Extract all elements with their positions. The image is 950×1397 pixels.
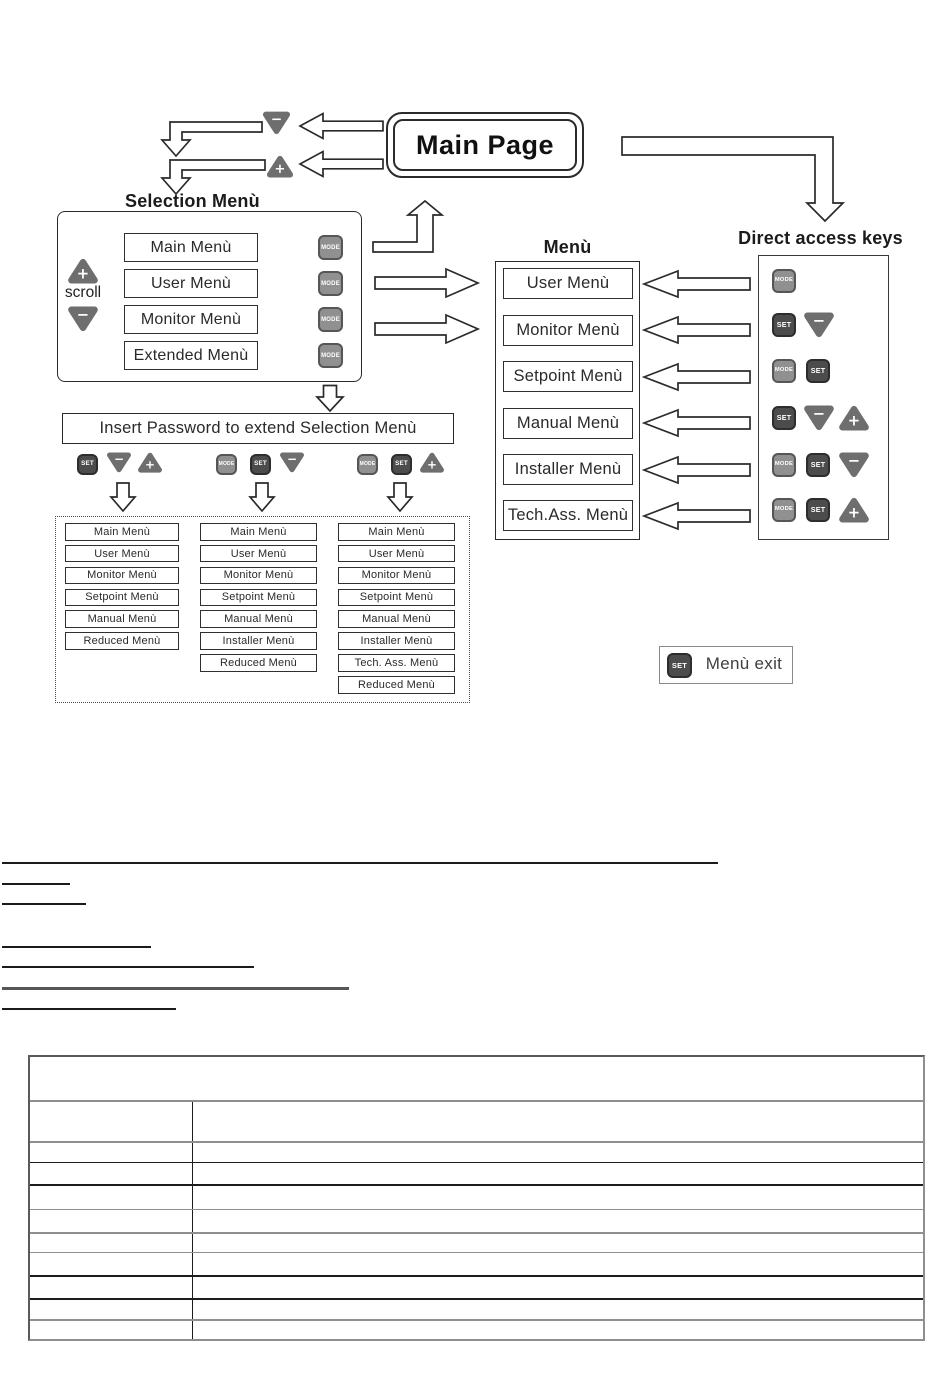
menu-item-user-men: User Menù: [503, 268, 633, 299]
extended-list-1-item-monitor-men: Monitor Menù: [65, 567, 179, 585]
set-key[interactable]: SET: [772, 313, 796, 337]
svg-text:−: −: [114, 452, 124, 466]
mode-key[interactable]: MODE: [318, 307, 343, 332]
selection-item-user-men: User Menù: [124, 269, 258, 298]
table-cell-left: [30, 1143, 193, 1162]
svg-text:−: −: [76, 306, 90, 324]
table-cell-right: [192, 1143, 923, 1162]
table-cell-right: [192, 1277, 923, 1298]
table-row-7: [30, 1252, 923, 1275]
blank-underline-1: [2, 862, 718, 864]
svg-text:+: +: [847, 412, 861, 430]
increment-key-icon: [267, 155, 293, 178]
table-row-1: [30, 1100, 923, 1141]
minus-key[interactable]: [107, 452, 131, 473]
extended-list-1-item-user-men: User Menù: [65, 545, 179, 563]
direct-access-title: Direct access keys: [738, 228, 903, 248]
decrement-key[interactable]: [263, 111, 290, 135]
arrow-plus-key-to-selection: [162, 160, 265, 194]
extended-list-1-item-manual-men: Manual Menù: [65, 610, 179, 628]
menu-column-title: Menù: [543, 237, 592, 257]
svg-text:−: −: [287, 452, 297, 466]
arrow-password-combo-3-down: [388, 483, 412, 511]
minus-key-icon: [280, 452, 304, 473]
arrow-direct-access-to-menu-3: [644, 364, 750, 390]
table-row-2: [30, 1141, 923, 1162]
scroll-label: scroll: [64, 284, 102, 301]
table-cell-right: [192, 1321, 923, 1339]
plus-key-icon: [839, 497, 869, 523]
svg-text:+: +: [847, 504, 861, 522]
table-row-4: [30, 1184, 923, 1209]
table-cell-left: [30, 1253, 193, 1275]
plus-key-icon: [839, 405, 869, 431]
scroll-plus-key[interactable]: [68, 258, 98, 284]
blank-underline-5: [2, 966, 254, 968]
table-row-5: [30, 1209, 923, 1232]
table-row-3: [30, 1162, 923, 1184]
set-key[interactable]: SET: [250, 454, 271, 475]
plus-key[interactable]: [839, 405, 869, 431]
minus-key[interactable]: [280, 452, 304, 473]
table-cell-right: [192, 1253, 923, 1275]
mode-key[interactable]: MODE: [772, 453, 796, 477]
plus-key[interactable]: [138, 452, 162, 473]
minus-key-icon: [804, 312, 834, 338]
table-cell-right: [192, 1234, 923, 1252]
menu-item-installer-men: Installer Menù: [503, 454, 633, 485]
blank-underline-2: [2, 883, 70, 885]
extended-list-1-item-setpoint-men: Setpoint Menù: [65, 589, 179, 607]
table-cell-left: [30, 1102, 193, 1141]
extended-list-1-item-main-men: Main Menù: [65, 523, 179, 541]
table-cell-right: [192, 1186, 923, 1209]
arrow-direct-access-to-menu-5: [644, 457, 750, 483]
set-key[interactable]: SET: [806, 453, 830, 477]
extended-list-2-item-user-men: User Menù: [200, 545, 317, 563]
mode-key[interactable]: MODE: [772, 269, 796, 293]
table-cell-right: [192, 1300, 923, 1319]
table-cell-left: [30, 1321, 193, 1339]
minus-key-icon: [839, 452, 869, 478]
mode-key[interactable]: MODE: [318, 235, 343, 260]
table-cell-left: [30, 1163, 193, 1184]
svg-text:+: +: [274, 162, 286, 178]
table-row-6: [30, 1232, 923, 1252]
main-page-label: Main Page: [393, 119, 577, 171]
extended-list-3-item-manual-men: Manual Menù: [338, 610, 455, 628]
menu-item-monitor-men: Monitor Menù: [503, 315, 633, 346]
svg-text:−: −: [812, 405, 826, 423]
arrow-selection-user-to-menu: [375, 269, 478, 297]
scroll-minus-key[interactable]: [68, 306, 98, 332]
plus-key-icon: [420, 452, 444, 473]
selection-item-main-men: Main Menù: [124, 233, 258, 262]
table-cell-left: [30, 1210, 193, 1232]
mode-key[interactable]: MODE: [772, 498, 796, 522]
extended-list-3-item-monitor-men: Monitor Menù: [338, 567, 455, 585]
arrow-direct-access-to-menu-6: [644, 503, 750, 529]
extended-list-3-item-setpoint-men: Setpoint Menù: [338, 589, 455, 607]
table-cell-left: [30, 1300, 193, 1319]
extended-list-2-item-setpoint-men: Setpoint Menù: [200, 589, 317, 607]
extended-list-2-item-main-men: Main Menù: [200, 523, 317, 541]
extended-list-3-item-user-men: User Menù: [338, 545, 455, 563]
table-row-9: [30, 1298, 923, 1319]
svg-text:−: −: [812, 312, 826, 330]
arrow-extended-to-password: [317, 386, 343, 412]
menu-exit-label: Menù exit: [705, 654, 783, 673]
svg-text:+: +: [427, 457, 437, 472]
extended-list-3-item-tech-ass-men: Tech. Ass. Menù: [338, 654, 455, 672]
mode-key[interactable]: MODE: [216, 454, 237, 475]
extended-list-2-item-monitor-men: Monitor Menù: [200, 567, 317, 585]
extended-list-2-item-manual-men: Manual Menù: [200, 610, 317, 628]
arrow-direct-access-to-menu-2: [644, 317, 750, 343]
table-cell-right: [192, 1102, 923, 1141]
blank-underline-6: [2, 987, 349, 990]
arrow-minus-key-to-selection: [162, 122, 262, 156]
table-header-row: [30, 1057, 923, 1100]
mode-key[interactable]: MODE: [357, 454, 378, 475]
mode-key[interactable]: MODE: [772, 359, 796, 383]
mode-key[interactable]: MODE: [318, 343, 343, 368]
increment-key[interactable]: [267, 155, 293, 178]
selection-menu-title: Selection Menù: [125, 191, 260, 211]
svg-text:−: −: [270, 111, 283, 128]
menu-item-manual-men: Manual Menù: [503, 408, 633, 439]
extended-list-3-item-main-men: Main Menù: [338, 523, 455, 541]
arrow-main-page-to-plus-key: [300, 152, 383, 177]
extended-list-2-item-reduced-men: Reduced Menù: [200, 654, 317, 672]
table-row-8: [30, 1275, 923, 1298]
svg-text:+: +: [76, 265, 90, 283]
main-page-box: [386, 112, 584, 178]
table-cell-left: [30, 1277, 193, 1298]
parameters-table: [28, 1055, 925, 1341]
minus-key[interactable]: [804, 405, 834, 431]
set-key[interactable]: SET: [391, 454, 412, 475]
blank-underline-3: [2, 903, 86, 905]
minus-key-icon: [107, 452, 131, 473]
minus-key-icon: [804, 405, 834, 431]
arrow-direct-access-to-menu-4: [644, 410, 750, 436]
arrow-main-page-to-minus-key: [300, 114, 383, 139]
plus-key[interactable]: [839, 497, 869, 523]
extended-list-2-item-installer-men: Installer Menù: [200, 632, 317, 650]
table-cell-right: [192, 1163, 923, 1184]
blank-underline-7: [2, 1008, 176, 1010]
selection-item-monitor-men: Monitor Menù: [124, 305, 258, 334]
arrow-password-combo-1-down: [111, 483, 135, 511]
set-key[interactable]: SET: [806, 359, 830, 383]
table-cell-left: [30, 1234, 193, 1252]
set-key[interactable]: SET: [667, 653, 692, 678]
plus-key[interactable]: [420, 452, 444, 473]
selection-item-extended-men: Extended Menù: [124, 341, 258, 370]
extended-list-1-item-reduced-men: Reduced Menù: [65, 632, 179, 650]
table-cell-left: [30, 1186, 193, 1209]
menu-item-tech-ass-men: Tech.Ass. Menù: [503, 500, 633, 531]
menu-item-setpoint-men: Setpoint Menù: [503, 361, 633, 392]
plus-key-icon: [138, 452, 162, 473]
menu-column-box: [495, 261, 640, 540]
table-cell-right: [192, 1210, 923, 1232]
set-key[interactable]: SET: [772, 406, 796, 430]
mode-key[interactable]: MODE: [318, 271, 343, 296]
blank-underline-4: [2, 946, 151, 948]
arrow-main-page-to-direct-access: [622, 137, 843, 221]
extended-list-3-item-reduced-men: Reduced Menù: [338, 676, 455, 694]
set-key[interactable]: SET: [77, 454, 98, 475]
minus-key[interactable]: [804, 312, 834, 338]
set-key[interactable]: SET: [806, 498, 830, 522]
decrement-key-icon: [263, 111, 290, 135]
scroll-minus-key-icon: [68, 306, 98, 332]
arrow-password-combo-2-down: [250, 483, 274, 511]
arrow-selection-to-main-page: [373, 201, 442, 252]
password-prompt-box: Insert Password to extend Selection Menù: [62, 413, 454, 444]
extended-list-3-item-installer-men: Installer Menù: [338, 632, 455, 650]
minus-key[interactable]: [839, 452, 869, 478]
scroll-plus-key-icon: [68, 258, 98, 284]
arrow-direct-access-to-menu-1: [644, 271, 750, 297]
svg-text:−: −: [847, 452, 861, 470]
arrow-selection-monitor-to-menu: [375, 315, 478, 343]
svg-text:+: +: [145, 457, 155, 472]
table-row-10: [30, 1319, 923, 1339]
